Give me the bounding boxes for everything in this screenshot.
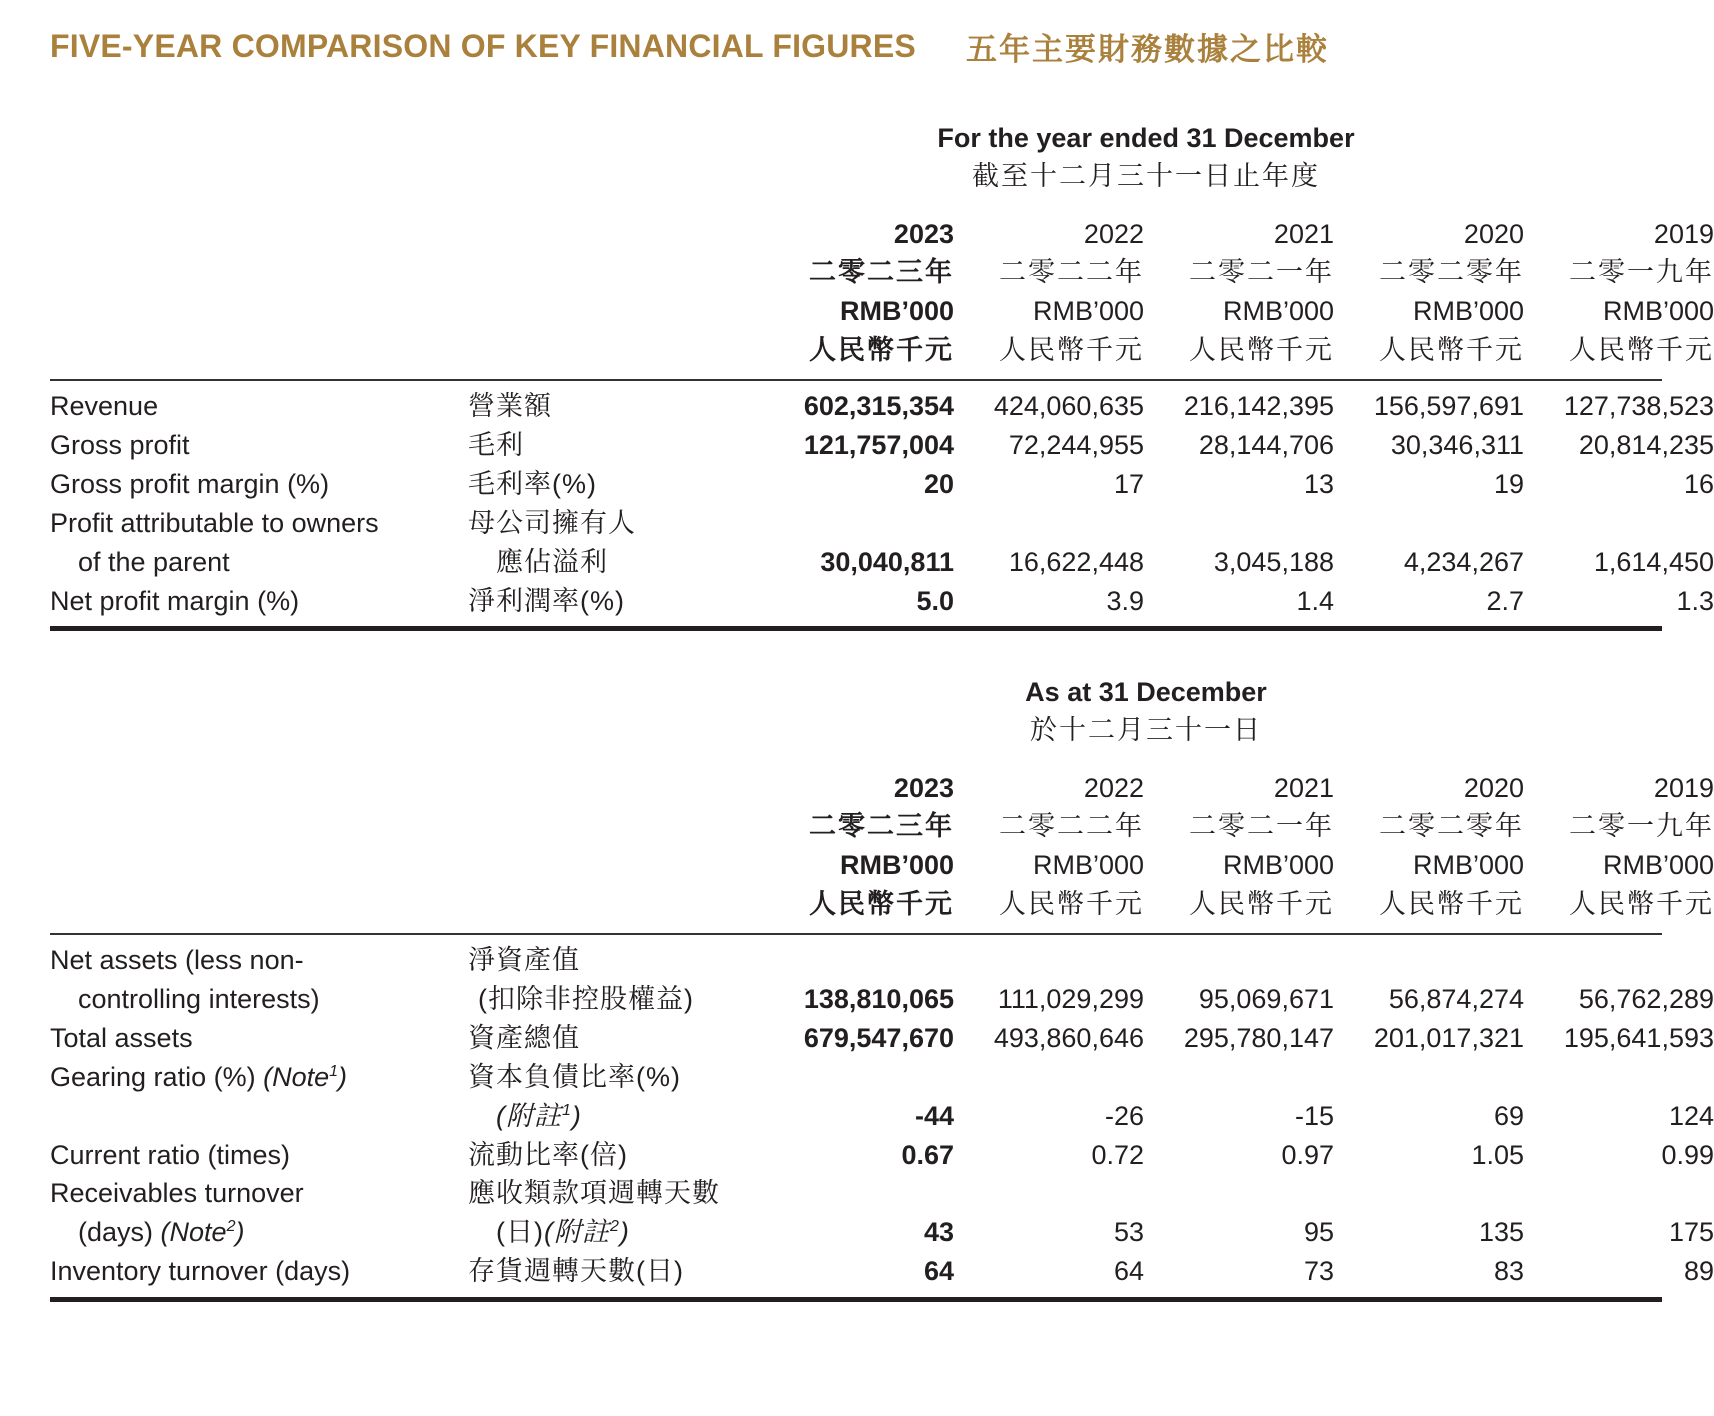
row-label-zh: 淨利潤率(%)	[468, 586, 625, 616]
col-year: 2021	[1273, 219, 1334, 249]
row-label-en: Current ratio (times)	[50, 1140, 291, 1170]
col-year-zh: 二零二二年	[999, 257, 1144, 287]
row-label-zh: 存貨週轉天數(日)	[468, 1256, 684, 1286]
cell-value: 20	[923, 469, 954, 499]
cell-value: 89	[1683, 1256, 1714, 1286]
cell-value: 0.67	[901, 1140, 954, 1170]
table-row	[50, 502, 1662, 544]
section-end-rule	[50, 626, 1662, 631]
row-label-en: Profit attributable to owners	[50, 508, 379, 538]
col-unit-zh: 人民幣千元	[1379, 335, 1524, 365]
row-label-zh-cont: (扣除非控股權益)	[478, 984, 694, 1014]
col-unit: RMB’000	[839, 850, 954, 880]
table-row	[50, 1017, 1714, 1059]
cell-value: 127,738,523	[1563, 391, 1714, 421]
col-year-zh: 二零二零年	[1379, 811, 1524, 841]
row-label-en: Receivables turnover	[50, 1178, 304, 1208]
cell-value: 679,547,670	[803, 1023, 954, 1053]
period-heading-en: As at 31 December	[1025, 677, 1267, 707]
cell-value: 1.3	[1676, 586, 1714, 616]
col-year: 2023	[893, 219, 954, 249]
cell-value: 2.7	[1486, 586, 1524, 616]
row-label-en-cont: (days) (Note$^2$)	[78, 1217, 245, 1247]
cell-value: 43	[923, 1217, 954, 1247]
cell-value: 121,757,004	[803, 430, 954, 460]
header-divider	[50, 379, 1662, 381]
col-year: 2021	[1273, 773, 1334, 803]
cell-value: -15	[1294, 1101, 1334, 1131]
cell-value: 64	[1113, 1256, 1144, 1286]
col-unit: RMB’000	[1032, 296, 1144, 326]
cell-value: 72,244,955	[1008, 430, 1144, 460]
col-year: 2019	[1653, 219, 1714, 249]
cell-value: -44	[914, 1101, 954, 1131]
cell-value: 1.4	[1296, 586, 1334, 616]
row-label-zh: 母公司擁有人	[468, 508, 636, 538]
row-label-en: Gearing ratio (%) (Note$^1$)	[50, 1062, 348, 1092]
page-title	[50, 26, 1329, 66]
row-label-zh: 資本負債比率(%)	[468, 1062, 681, 1092]
col-year-zh: 二零二一年	[1189, 257, 1334, 287]
title-chinese: 五年主要財務數據之比較	[965, 31, 1329, 67]
cell-value: 201,017,321	[1373, 1023, 1524, 1053]
period-heading-en: For the year ended 31 December	[937, 123, 1355, 153]
cell-value: 56,762,289	[1578, 984, 1714, 1014]
table-row-continuation	[50, 541, 1714, 583]
col-unit: RMB’000	[1602, 296, 1714, 326]
cell-value: 3.9	[1106, 586, 1144, 616]
row-label-zh: 毛利	[468, 430, 524, 460]
table-row	[50, 580, 1714, 622]
col-year-zh: 二零二二年	[999, 811, 1144, 841]
period-heading-zh: 截至十二月三十一日止年度	[972, 161, 1320, 191]
row-label-zh: 淨資產值	[468, 945, 580, 975]
cell-value: 493,860,646	[993, 1023, 1144, 1053]
cell-value: 602,315,354	[803, 391, 954, 421]
cell-value: 216,142,395	[1183, 391, 1334, 421]
period-heading-zh: 於十二月三十一日	[1030, 715, 1262, 745]
title-english: FIVE-YEAR COMPARISON OF KEY FINANCIAL FIGURES	[50, 27, 916, 64]
table-row-continuation	[50, 978, 1714, 1020]
row-label-en: Net profit margin (%)	[50, 586, 300, 616]
col-year-zh: 二零一九年	[1569, 257, 1714, 287]
cell-value: 124	[1668, 1101, 1714, 1131]
row-label-zh: 營業額	[468, 391, 552, 421]
cell-value: 20,814,235	[1578, 430, 1714, 460]
row-label-zh: 應收類款項週轉天數	[468, 1178, 720, 1208]
row-label-en: Gross profit	[50, 430, 190, 460]
cell-value: 56,874,274	[1388, 984, 1524, 1014]
cell-value: 95	[1303, 1217, 1334, 1247]
col-unit-zh: 人民幣千元	[1379, 889, 1524, 919]
col-year-zh: 二零二零年	[1379, 257, 1524, 287]
col-unit: RMB’000	[1222, 296, 1334, 326]
col-year: 2020	[1463, 219, 1524, 249]
column-headers	[50, 768, 1714, 928]
cell-value: 5.0	[916, 586, 954, 616]
cell-value: 53	[1113, 1217, 1144, 1247]
cell-value: 16	[1683, 469, 1714, 499]
cell-value: 4,234,267	[1403, 547, 1524, 577]
col-unit-zh: 人民幣千元	[809, 889, 954, 919]
cell-value: 95,069,671	[1198, 984, 1334, 1014]
cell-value: 83	[1493, 1256, 1524, 1286]
cell-value: 28,144,706	[1198, 430, 1334, 460]
col-unit-zh: 人民幣千元	[809, 335, 954, 365]
col-unit: RMB’000	[1032, 850, 1144, 880]
cell-value: 424,060,635	[993, 391, 1144, 421]
col-year-zh: 二零一九年	[1569, 811, 1714, 841]
cell-value: 69	[1493, 1101, 1524, 1131]
cell-value: 16,622,448	[1008, 547, 1144, 577]
cell-value: 3,045,188	[1213, 547, 1334, 577]
row-label-en: Net assets (less non-	[50, 945, 304, 975]
col-unit: RMB’000	[1412, 850, 1524, 880]
table-row	[50, 939, 1662, 981]
row-label-zh: 流動比率(倍)	[468, 1140, 628, 1170]
table-row	[50, 1056, 1662, 1098]
cell-value: 1,614,450	[1593, 547, 1714, 577]
col-unit: RMB’000	[1602, 850, 1714, 880]
cell-value: 175	[1668, 1217, 1714, 1247]
cell-value: 295,780,147	[1183, 1023, 1334, 1053]
note-ref: (Note$^1$)	[263, 1062, 348, 1092]
col-year: 2023	[893, 773, 954, 803]
col-year: 2019	[1653, 773, 1714, 803]
col-unit: RMB’000	[1222, 850, 1334, 880]
col-year-zh: 二零二三年	[809, 257, 954, 287]
row-label-en-cont: controlling interests)	[78, 984, 320, 1014]
col-unit: RMB’000	[1412, 296, 1524, 326]
table-row	[50, 424, 1714, 466]
table-row	[50, 385, 1714, 427]
column-headers	[50, 214, 1714, 374]
col-year-zh: 二零二一年	[1189, 811, 1334, 841]
col-year-zh: 二零二三年	[809, 811, 954, 841]
cell-value: 64	[923, 1256, 954, 1286]
row-label-en: Inventory turnover (days)	[50, 1256, 351, 1286]
cell-value: 156,597,691	[1373, 391, 1524, 421]
cell-value: -26	[1104, 1101, 1144, 1131]
cell-value: 17	[1113, 469, 1144, 499]
col-unit-zh: 人民幣千元	[1569, 335, 1714, 365]
col-unit-zh: 人民幣千元	[1189, 889, 1334, 919]
table-row-continuation	[50, 1211, 1714, 1253]
row-label-en: Total assets	[50, 1023, 193, 1053]
cell-value: 73	[1303, 1256, 1334, 1286]
cell-value: 111,029,299	[997, 984, 1144, 1014]
note-ref: (Note$^2$)	[160, 1217, 245, 1247]
cell-value: 13	[1303, 469, 1334, 499]
cell-value: 0.97	[1281, 1140, 1334, 1170]
row-label-zh-cont: 應佔溢利	[496, 547, 608, 577]
cell-value: 135	[1478, 1217, 1524, 1247]
section-end-rule	[50, 1297, 1662, 1302]
cell-value: 0.72	[1091, 1140, 1144, 1170]
col-unit-zh: 人民幣千元	[999, 889, 1144, 919]
col-year: 2022	[1083, 773, 1144, 803]
cell-value: 30,346,311	[1390, 430, 1524, 460]
table-row	[50, 1134, 1714, 1176]
row-label-zh: 資產總值	[468, 1023, 580, 1053]
cell-value: 0.99	[1661, 1140, 1714, 1170]
row-label-zh-cont: (日)(附註$^2$)	[496, 1217, 630, 1247]
col-unit: RMB’000	[839, 296, 954, 326]
cell-value: 1.05	[1471, 1140, 1524, 1170]
table-row	[50, 1172, 1662, 1214]
col-year: 2022	[1083, 219, 1144, 249]
table-row	[50, 1250, 1714, 1292]
row-label-zh: 毛利率(%)	[468, 469, 597, 499]
row-label-en-cont: of the parent	[78, 547, 230, 577]
table-row	[50, 463, 1714, 505]
header-divider	[50, 933, 1662, 935]
col-unit-zh: 人民幣千元	[1569, 889, 1714, 919]
col-year: 2020	[1463, 773, 1524, 803]
row-label-en: Revenue	[50, 391, 159, 421]
row-label-zh-cont: (附註$^1$)	[496, 1101, 582, 1131]
cell-value: 19	[1493, 469, 1524, 499]
cell-value: 30,040,811	[820, 547, 954, 577]
row-label-en: Gross profit margin (%)	[50, 469, 330, 499]
col-unit-zh: 人民幣千元	[999, 335, 1144, 365]
cell-value: 138,810,065	[803, 984, 954, 1014]
table-row-continuation	[50, 1095, 1714, 1137]
cell-value: 195,641,593	[1563, 1023, 1714, 1053]
col-unit-zh: 人民幣千元	[1189, 335, 1334, 365]
